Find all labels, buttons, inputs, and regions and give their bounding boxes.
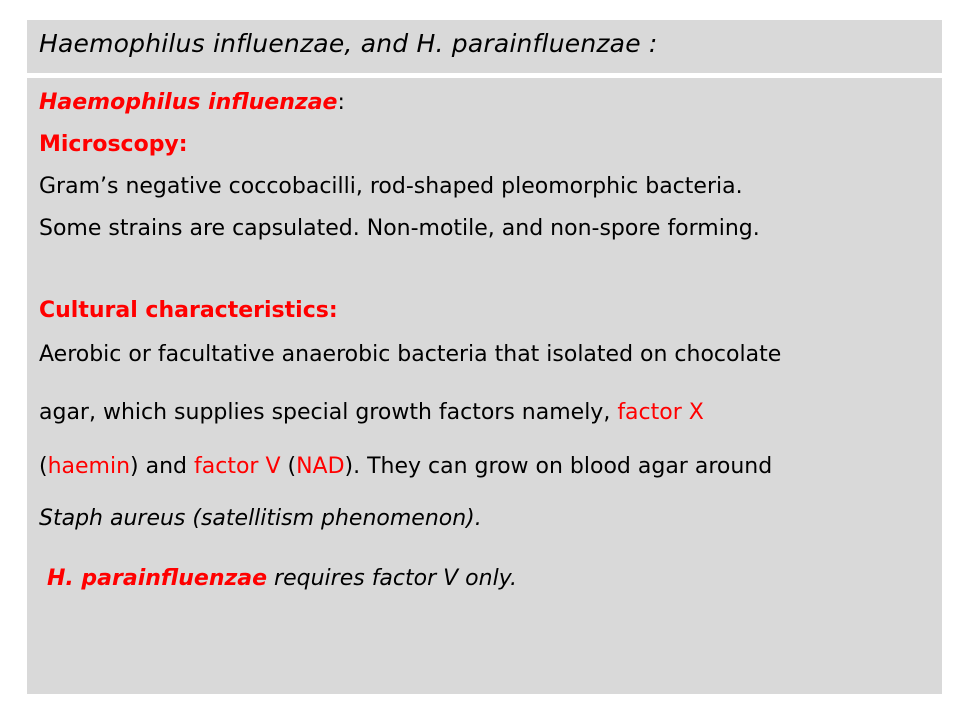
cultural-heading: Cultural characteristics: bbox=[39, 298, 338, 323]
cultural-line-2-text: agar, which supplies special growth factors namely, bbox=[39, 400, 618, 425]
slide-title: Haemophilus influenzae, and H. parainfluenzae : bbox=[39, 29, 658, 58]
microscopy-heading: Microscopy: bbox=[39, 132, 188, 157]
cultural-line-2 bbox=[39, 400, 704, 425]
section-heading-colon: : bbox=[337, 90, 345, 115]
factor-v-term: factor V bbox=[194, 454, 281, 479]
cultural-line-3-mid: ) and bbox=[130, 454, 195, 479]
paren-open-2: ( bbox=[280, 454, 297, 479]
cultural-line-3-end: ). They can grow on blood agar around bbox=[344, 454, 773, 479]
factor-x-term: factor X bbox=[617, 400, 704, 425]
parainfluenzae-name: H. parainfluenzae bbox=[47, 566, 268, 591]
paren-open-1: ( bbox=[39, 454, 48, 479]
section-heading-name: Haemophilus influenzae bbox=[39, 90, 338, 115]
parainfluenzae-rest: requires factor V only. bbox=[267, 566, 518, 591]
slide-body bbox=[27, 78, 942, 694]
slide-title-box bbox=[27, 20, 942, 73]
section-heading bbox=[39, 90, 345, 115]
microscopy-line-2: Some strains are capsulated. Non-motile, and non-spore forming. bbox=[39, 216, 760, 241]
cultural-line-4: Staph aureus (satellitism phenomenon). bbox=[39, 506, 482, 531]
cultural-line-1: Aerobic or facultative anaerobic bacteria that isolated on chocolate bbox=[39, 342, 782, 367]
parainfluenzae-note bbox=[47, 566, 517, 591]
cultural-line-3 bbox=[39, 454, 772, 479]
haemin-term: haemin bbox=[47, 454, 131, 479]
microscopy-line-1: Gram’s negative coccobacilli, rod-shaped pleomorphic bacteria. bbox=[39, 174, 743, 199]
nad-term: NAD bbox=[296, 454, 345, 479]
